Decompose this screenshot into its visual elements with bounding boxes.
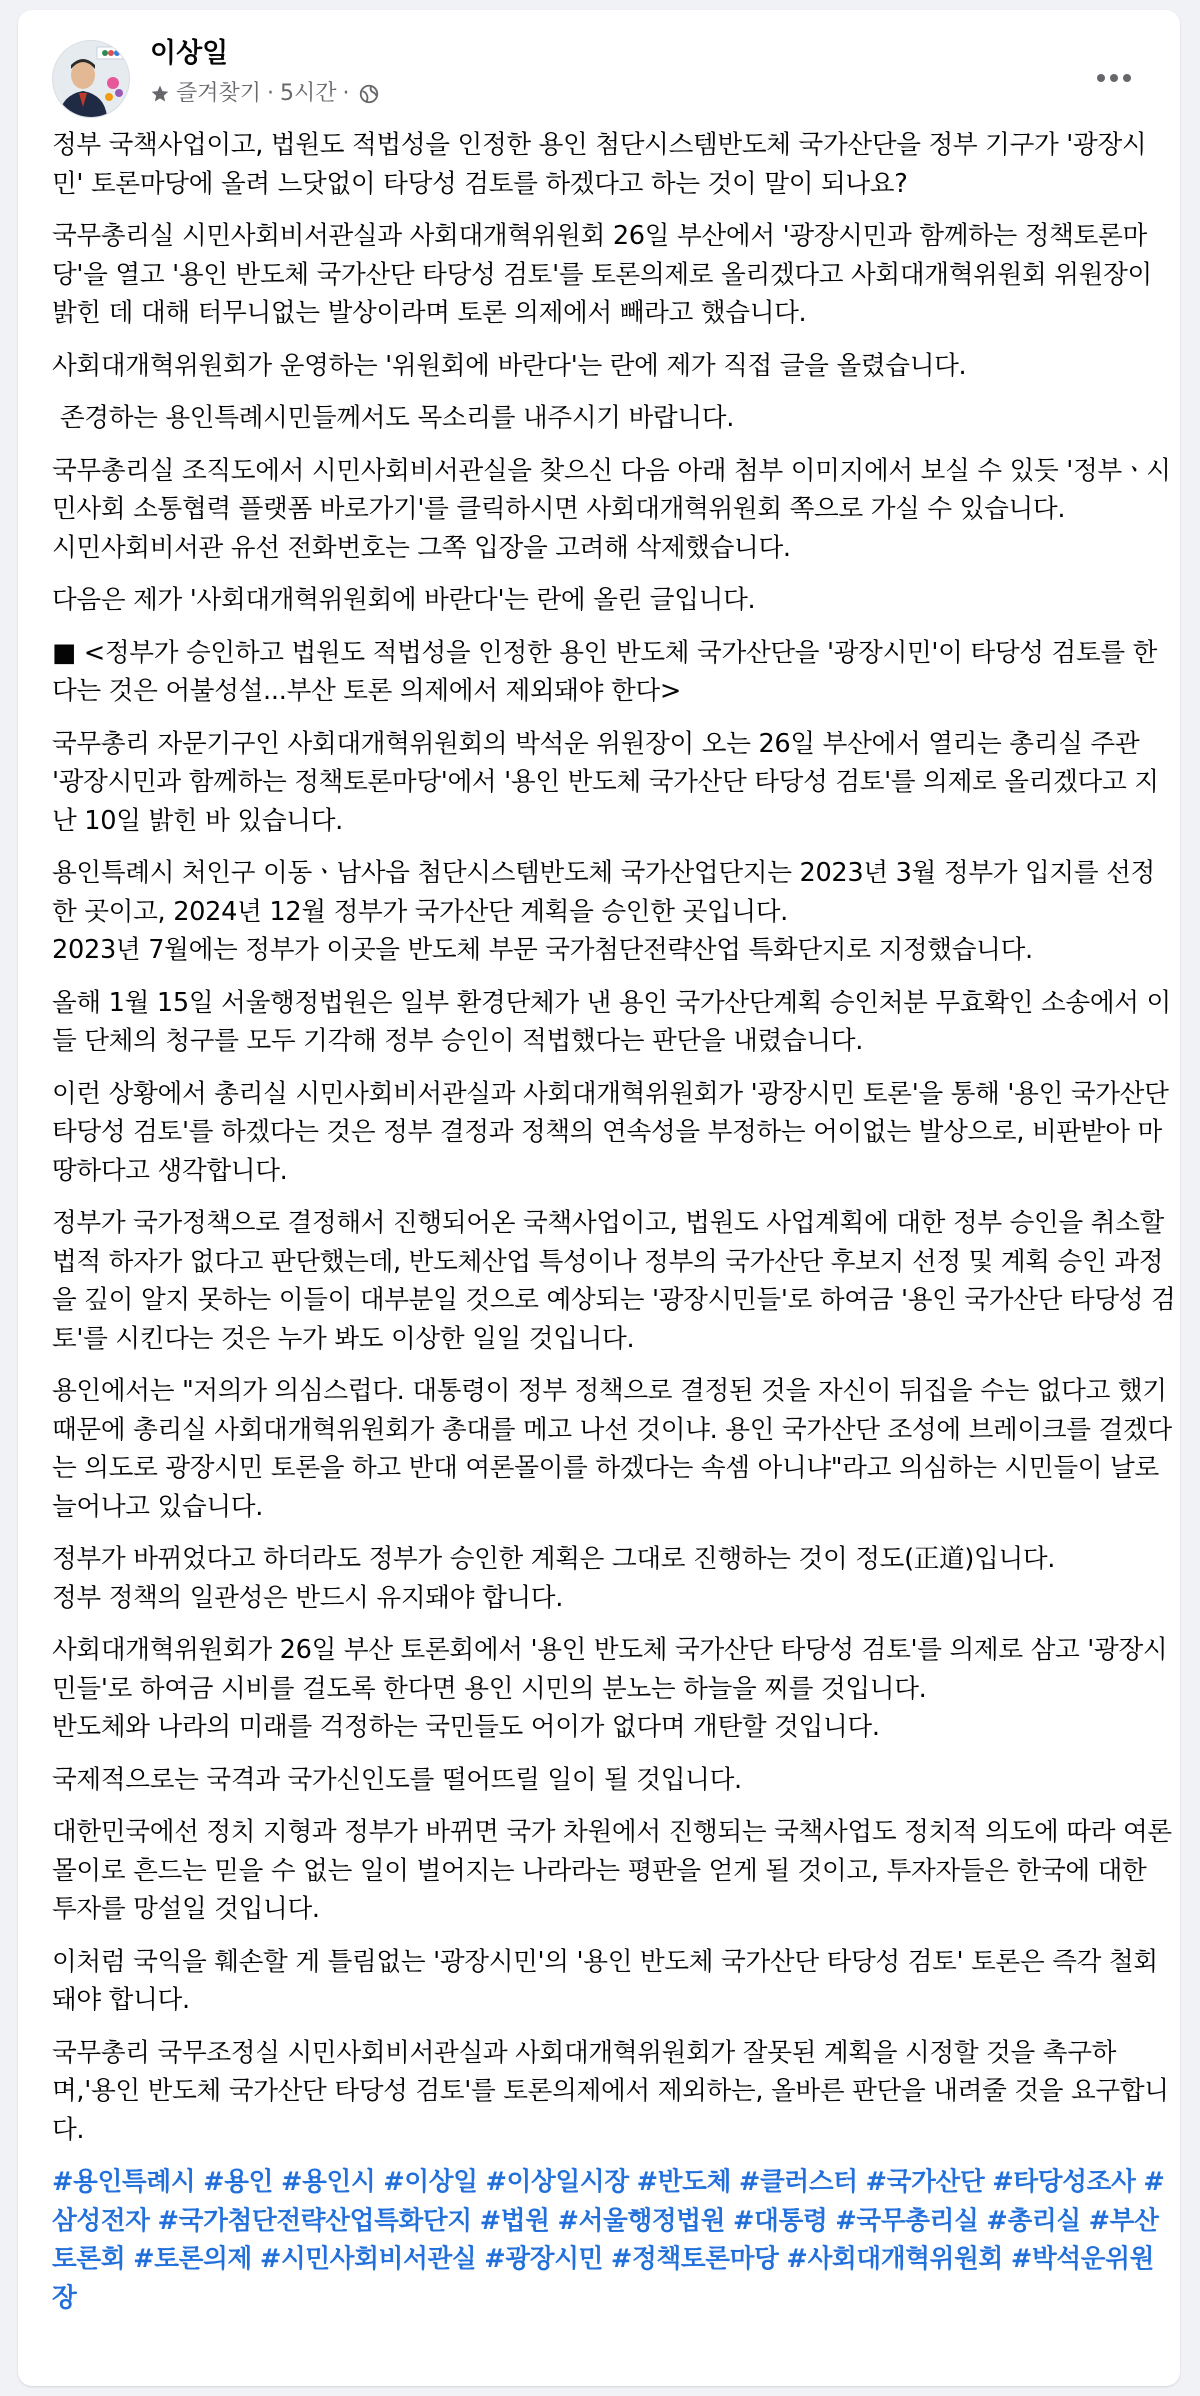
post-paragraph: 국무총리실 조직도에서 시민사회비서관실을 찾으신 다음 아래 첨부 이미지에서 보실 수 있듯 '정부ㆍ시민사회 소통협력 플랫폼 바로가기'를 클릭하시면 사회대개혁위원회 쪽으로 가실 수 있습니다. 시민사회비서관 유선 전화번호는 그쪽 입장을 고려해 삭제했습니다. (52, 455, 1171, 563)
post-paragraph: 올해 1월 15일 서울행정법원은 일부 환경단체가 낸 용인 국가산단계획 승인처분 무효확인 소송에서 이들 단체의 청구를 모두 기각해 정부 승인이 적법했다는 판단을 내렸습니다. (52, 987, 1171, 1056)
post-paragraph: 국제적으로는 국격과 국가신인도를 떨어뜨릴 일이 될 것입니다. (52, 1764, 742, 1795)
hashtag-link[interactable]: #클러스터 (738, 2167, 858, 2197)
hashtag-link[interactable]: #시민사회비서관실 (259, 2244, 477, 2274)
post-paragraph: 사회대개혁위원회가 운영하는 '위원회에 바란다'는 란에 제가 직접 글을 올렸습니다. (52, 350, 967, 381)
post-paragraph: 정부가 바뀌었다고 하더라도 정부가 승인한 계획은 그대로 진행하는 것이 정도(正道)입니다. 정부 정책의 일관성은 반드시 유지돼야 합니다. (52, 1544, 1056, 1613)
more-options-button[interactable] (1088, 58, 1140, 98)
hashtag-link[interactable]: #광장시민 (484, 2244, 604, 2274)
post-meta (150, 78, 380, 110)
author-name[interactable]: 이상일 (150, 38, 229, 69)
post-paragraph: ■ <정부가 승인하고 법원도 적법성을 인정한 용인 반도체 국가산단을 '광장시민'이 타당성 검토를 한다는 것은 어불성설...부산 토론 의제에서 제외돼야 한다> (52, 637, 1158, 706)
hashtag-link[interactable]: #국가산단 (865, 2167, 985, 2197)
hashtag-link[interactable]: #법원 (479, 2205, 550, 2236)
more-options-icon (1096, 73, 1132, 83)
post-body (52, 126, 1176, 2331)
hashtag-link[interactable]: #부산토론회 (52, 2205, 1159, 2274)
post-paragraph: 국무총리 자문기구인 사회대개혁위원회의 박석운 위원장이 오는 26일 부산에서 열리는 총리실 주관 '광장시민과 함께하는 정책토론마당'에서 '용인 반도체 국가산단 타당성 검토'를 의제로 올리겠다고 지난 10일 밝힌 바 있습니다. (52, 728, 1159, 836)
hashtag-link[interactable]: #용인 (203, 2167, 274, 2197)
post-card (18, 10, 1180, 2386)
post-paragraph: 정부가 국가정책으로 결정해서 진행되어온 국책사업이고, 법원도 사업계획에 대한 정부 승인을 취소할 법적 하자가 없다고 판단했는데, 반도체산업 특성이나 정부의 국가산단 후보지 선정 및 계획 승인 과정을 깊이 알지 못하는 이들이 대부분일 것으로 예상되는 '광장시민들'로 하여금 '용인 국가산단 타당성 검토'를 시킨다는 것은 누가 봐도 이상한 일일 것입니다. (52, 1208, 1176, 1354)
post-paragraph: 다음은 제가 '사회대개혁위원회에 바란다'는 란에 올린 글입니다. (52, 585, 756, 615)
star-icon (150, 84, 170, 104)
hashtag-link[interactable]: #국무총리실 (835, 2205, 979, 2236)
globe-icon[interactable] (358, 83, 380, 105)
hashtag-link[interactable]: #용인특례시 (52, 2167, 196, 2197)
hashtag-link[interactable]: #박석운위원장 (52, 2244, 1155, 2313)
post-paragraph: 대한민국에선 정치 지형과 정부가 바뀌면 국가 차원에서 진행되는 국책사업도 정치적 의도에 따라 여론몰이로 흔드는 믿을 수 없는 일이 벌어지는 나라라는 평판을 얻게 될 것이고, 투자자들은 한국에 대한 투자를 망설일 것입니다. (52, 1817, 1172, 1924)
hashtag-list (52, 2163, 1176, 2317)
hashtag-link[interactable]: #이상일시장 (485, 2167, 629, 2197)
post-header (52, 32, 1150, 122)
hashtag-link[interactable]: #삼성전자 (52, 2167, 1165, 2236)
meta-separator: · (267, 81, 275, 106)
hashtag-link[interactable]: #정책토론마당 (610, 2244, 779, 2274)
meta-separator-2: · (342, 81, 350, 106)
hashtag-link[interactable]: #국가첨단전략산업특화단지 (157, 2205, 472, 2236)
post-paragraph: 정부 국책사업이고, 법원도 적법성을 인정한 용인 첨단시스템반도체 국가산단을 정부 기구가 '광장시민' 토론마당에 올려 느닷없이 타당성 검토를 하겠다고 하는 것이 말이 되나요? (52, 130, 1147, 199)
post-paragraph: 이런 상황에서 총리실 시민사회비서관실과 사회대개혁위원회가 '광장시민 토론'을 통해 '용인 국가산단 타당성 검토'를 하겠다는 것은 정부 결정과 정책의 연속성을 부정하는 어이없는 발상으로, 비판받아 마땅하다고 생각합니다. (52, 1078, 1177, 1186)
hashtag-link[interactable]: #반도체 (636, 2167, 732, 2197)
post-paragraph: 용인특례시 처인구 이동ㆍ남사읍 첨단시스템반도체 국가산업단지는 2023년 3월 정부가 입지를 선정한 곳이고, 2024년 12월 정부가 국가산단 계획을 승인한 곳입니다. 2023년 7월에는 정부가 이곳을 반도체 부문 국가첨단전략산업 특화단지로 지정했습니다. (52, 858, 1155, 965)
hashtag-link[interactable]: #타당성조사 (992, 2167, 1136, 2197)
hashtag-link[interactable]: #서울행정법원 (557, 2205, 726, 2236)
hashtag-link[interactable]: #총리실 (986, 2205, 1081, 2236)
avatar[interactable] (52, 40, 130, 118)
hashtag-link[interactable]: #이상일 (383, 2167, 478, 2197)
favorite-label[interactable]: 즐겨찾기 (176, 81, 262, 106)
hashtag-link[interactable]: #사회대개혁위원회 (786, 2244, 1003, 2274)
post-paragraph: 국무총리 국무조정실 시민사회비서관실과 사회대개혁위원회가 잘못된 계획을 시정할 것을 촉구하며,'용인 반도체 국가산단 타당성 검토'를 토론의제에서 제외하는, 올바른 판단을 내려줄 것을 요구합니다. (52, 2037, 1169, 2145)
post-paragraph: 이처럼 국익을 훼손할 게 틀림없는 '광장시민'의 '용인 반도체 국가산단 타당성 검토' 토론은 즉각 철회돼야 합니다. (52, 1946, 1158, 2015)
hashtag-link[interactable]: #대통령 (733, 2205, 828, 2236)
post-paragraph: 용인에서는 "저의가 의심스럽다. 대통령이 정부 정책으로 결정된 것을 자신이 뒤집을 수는 없다고 했기 때문에 총리실 사회대개혁위원회가 총대를 메고 나선 것이냐. 용인 국가산단 조성에 브레이크를 걸겠다는 의도로 광장시민 토론을 하고 반대 여론몰이를 하겠다는 속셈 아니냐"라고 의심하는 시민들이 날로 늘어나고 있습니다. (52, 1376, 1175, 1522)
post-paragraph: 존경하는 용인특례시민들께서도 목소리를 내주시기 바랍니다. (52, 403, 735, 433)
hashtag-link[interactable]: #용인시 (280, 2167, 376, 2197)
post-paragraph: 사회대개혁위원회가 26일 부산 토론회에서 '용인 반도체 국가산단 타당성 검토'를 의제로 삼고 '광장시민들'로 하여금 시비를 걸도록 한다면 용인 시민의 분노는 하늘을 찌를 것입니다. 반도체와 나라의 미래를 걱정하는 국민들도 어이가 없다며 개탄할 것입니다. (52, 1635, 1168, 1742)
profile-photo-icon (53, 41, 129, 117)
post-paragraph: 국무총리실 시민사회비서관실과 사회대개혁위원회 26일 부산에서 '광장시민과 함께하는 정책토론마당'을 열고 '용인 반도체 국가산단 타당성 검토'를 토론의제로 올리겠다고 사회대개혁위원회 위원장이 밝힌 데 대해 터무니없는 발상이라며 토론 의제에서 빼라고 했습니다. (52, 221, 1160, 328)
post-time[interactable]: 5시간 (280, 81, 337, 106)
hashtag-link[interactable]: #토론의제 (133, 2244, 252, 2274)
